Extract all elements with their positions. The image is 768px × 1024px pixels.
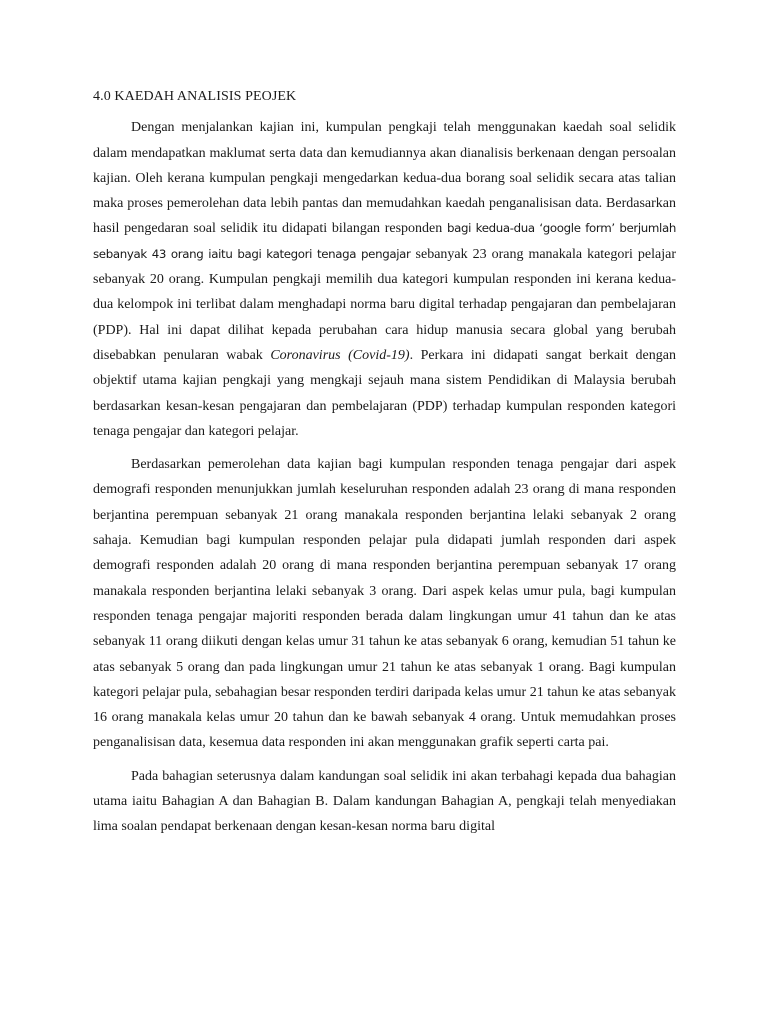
paragraph-1-text-a: Dengan menjalankan kajian ini, kumpulan pengkaji telah menggunakan kaedah soal selidik dalam mendapatkan maklumat serta data dan kemudiannya akan dianalisis berkenaan dengan persoalan kajian. Oleh kerana kumpulan pengkaji mengedarkan kedua-dua borang soal selidik secara atas talian maka proses pemerolehan data lebih pantas dan memudahkan kaedah penganalisisan data. Berdasarkan hasil pengedaran soal selidik itu didapati bilangan responden [93, 120, 676, 237]
document-page [93, 84, 676, 848]
paragraph-1-italic-term: Coronavirus (Covid-19) [270, 347, 410, 363]
paragraph-1-text-e: . Perkara ini didapati sangat berkait dengan objektif utama kajian pengkaji yang mengkaji sejauh mana sistem Pendidikan di Malaysia berubah berdasarkan kesan-kesan pengajaran dan pembelajaran (PDP) terhadap kumpulan responden kategori tenaga pengajar dan kategori pelajar. [93, 347, 676, 439]
paragraph-1 [93, 115, 676, 444]
paragraph-1-text-b: bagi kedua-dua ‘google form’ berjumlah sebanyak 43 orang iaitu bagi kategori tenaga pengajar [93, 221, 676, 261]
paragraph-2: Berdasarkan pemerolehan data kajian bagi kumpulan responden tenaga pengajar dari aspek demografi responden menunjukkan jumlah keseluruhan responden adalah 23 orang di mana responden berjantina perempuan sebanyak 21 orang manakala responden berjantina lelaki sebanyak 2 orang sahaja. Kemudian bagi kumpulan responden pelajar pula didapati jumlah responden dari aspek demografi responden adalah 20 orang di mana responden berjantina perempuan sebanyak 17 orang manakala responden berjantina lelaki sebanyak 3 orang. Dari aspek kelas umur pula, bagi kumpulan responden tenaga pengajar majoriti responden berada dalam lingkungan umur 41 tahun dan ke atas sebanyak 11 orang diikuti dengan kelas umur 31 tahun ke atas sebanyak 6 orang, kemudian 51 tahun ke atas sebanyak 5 orang dan pada lingkungan umur 21 tahun ke atas sebanyak 1 orang. Bagi kumpulan kategori pelajar pula, sebahagian besar responden terdiri daripada kelas umur 21 tahun ke atas sebanyak 16 orang manakala kelas umur 20 tahun dan ke bawah sebanyak 4 orang. Untuk memudahkan proses penganalisisan data, kesemua data responden ini akan menggunakan grafik seperti carta pai. [93, 457, 676, 751]
paragraph-1-text-c: sebanyak 23 orang manakala kategori pelajar sebanyak 20 orang. Kumpulan pengkaji memilih dua kategori kumpulan responden ini kerana kedua-dua kelompok ini terlibat dalam menghadapi norma baru digital terhadap pengajaran dan pembelajaran (PDP). Hal ini dapat dilihat kepada perubahan cara hidup manusia secara global yang berubah disebabkan penularan wabak [93, 246, 676, 363]
section-heading: 4.0 KAEDAH ANALISIS PEOJEK [93, 89, 297, 104]
paragraph-3: Pada bahagian seterusnya dalam kandungan soal selidik ini akan terbahagi kepada dua bahagian utama iaitu Bahagian A dan Bahagian B. Dalam kandungan Bahagian A, pengkaji telah menyediakan lima soalan pendapat berkenaan dengan kesan-kesan norma baru digital [93, 768, 676, 835]
